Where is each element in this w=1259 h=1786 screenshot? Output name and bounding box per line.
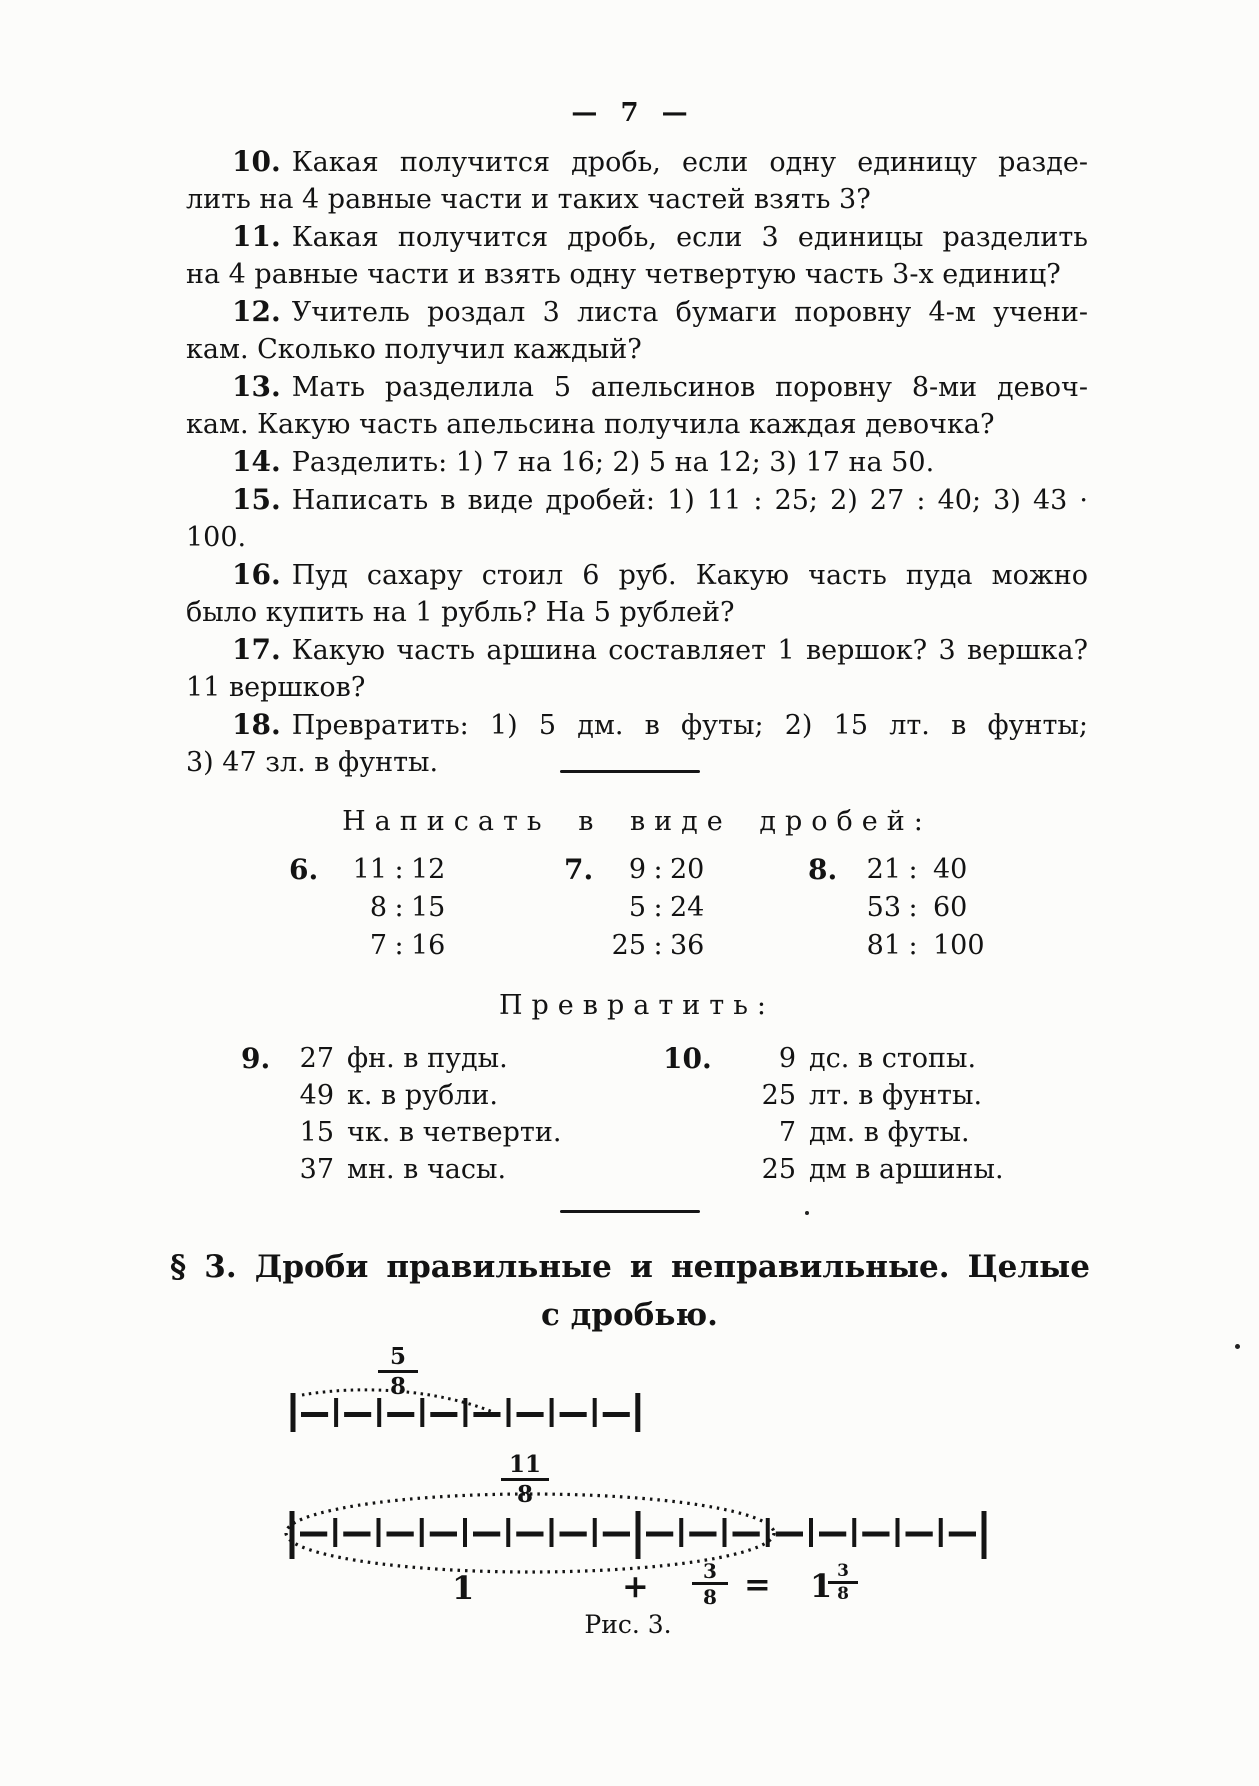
fractions-column-7 <box>564 851 728 965</box>
problem-text: Разделить: 1) 7 на 16; 2) 5 на 12; 3) 17 на 50. <box>291 447 935 478</box>
problem-text: 3) 47 зл. в фунты. <box>186 747 439 778</box>
section-divider <box>560 770 700 773</box>
equation-equals-sign: = <box>744 1565 771 1603</box>
fractions-column-6 <box>289 851 469 965</box>
problem-number: 12. <box>232 295 281 328</box>
problem-list <box>186 143 1088 781</box>
problem-number: 11. <box>232 220 281 253</box>
section-heading-line-2: с дробью. <box>541 1297 718 1333</box>
convert-column-10 <box>663 1040 1004 1188</box>
fraction-label-5-8: 5 8 <box>378 1344 418 1400</box>
problem-12 <box>186 293 1088 368</box>
equation-whole: 1 <box>452 1569 475 1607</box>
problem-text: Превратить: 1) 5 дм. в футы; 2) 15 лт. в фунты; <box>291 710 1088 741</box>
column-number: 10. <box>663 1042 712 1075</box>
problem-text: 11 вершков? <box>186 672 366 703</box>
table-row: 9 дс. в стопы. <box>778 1043 977 1074</box>
fractions-exercise-heading: Написать в виде дробей: <box>342 806 932 837</box>
column-number: 7. <box>564 853 594 886</box>
problem-17 <box>186 631 1088 706</box>
table-row: 15 чк. в четверти. <box>299 1117 562 1148</box>
problem-number: 15. <box>232 483 281 516</box>
column-number: 9. <box>241 1042 271 1075</box>
number-line-eighths <box>293 1393 638 1432</box>
problem-text: кам. Какую часть апельсина получила каждая девочка? <box>186 409 995 440</box>
table-row: 21 : 40 <box>866 854 968 885</box>
table-row: 25 лт. в фунты. <box>761 1080 983 1111</box>
table-row: 53 : 60 <box>866 892 968 923</box>
problem-text: кам. Сколько получил каждый? <box>186 334 642 365</box>
equation-result-whole: 1 <box>810 1567 833 1605</box>
problem-text: Написать в виде дробей: 1) 11 : 25; 2) 27 : 40; 3) 43 · 100. <box>186 485 1088 553</box>
column-number: 8. <box>808 853 838 886</box>
problem-16 <box>186 556 1088 631</box>
problem-number: 14. <box>232 445 281 478</box>
figure-caption: Рис. 3. <box>584 1610 672 1639</box>
problem-text: Какая получится дробь, если 3 единицы разделить <box>291 222 1088 253</box>
table-row: 49 к. в рубли. <box>299 1080 498 1111</box>
equation-plus-sign: + <box>622 1567 649 1605</box>
convert-exercise-heading: Превратить: <box>498 990 776 1021</box>
section-heading-line-1: § 3. Дроби правильные и неправильные. Целые <box>170 1249 1090 1285</box>
table-row: 25 : 36 <box>611 930 705 961</box>
convert-column-9 <box>241 1040 562 1188</box>
problem-11 <box>186 218 1088 293</box>
scan-speck <box>1235 1344 1240 1349</box>
problem-13 <box>186 368 1088 443</box>
problem-number: 13. <box>232 370 281 403</box>
table-row: 81 : 100 <box>866 930 985 961</box>
section-divider <box>560 1210 700 1213</box>
fraction-number-line-figure <box>240 1385 1040 1585</box>
problem-text: Учитель роздал 3 листа бумаги поровну 4-м учени- <box>291 297 1088 328</box>
problem-text: лить на 4 равные части и таких частей взять 3? <box>186 184 871 215</box>
table-row: 37 мн. в часы. <box>299 1154 507 1185</box>
fractions-exercise-table <box>186 851 1088 971</box>
table-row: 5 : 24 <box>628 892 705 923</box>
column-number: 6. <box>289 853 319 886</box>
table-row: 7 дм. в футы. <box>778 1117 970 1148</box>
problem-10 <box>186 143 1088 218</box>
problem-text: было купить на 1 рубль? На 5 рублей? <box>186 597 735 628</box>
table-row: 7 : 16 <box>369 930 446 961</box>
problem-text: Какую часть аршина составляет 1 вершок? 3 вершка? <box>291 635 1088 666</box>
equation-result-fraction: 3 8 <box>828 1562 858 1604</box>
problem-text: на 4 равные части и взять одну четвертую часть 3-х единиц? <box>186 259 1061 290</box>
problem-15 <box>186 481 1088 556</box>
equation-fraction-3-8: 3 8 <box>692 1560 728 1609</box>
table-row: 8 : 15 <box>369 892 446 923</box>
fraction-label-11-8: 11 8 <box>501 1452 549 1508</box>
page-number: — 7 — <box>571 98 688 128</box>
number-line-sixteen-eighths <box>292 1511 984 1559</box>
fractions-column-8 <box>808 851 991 965</box>
table-row: 9 : 20 <box>628 854 705 885</box>
problem-14 <box>186 443 1088 481</box>
scan-speck <box>805 1211 809 1215</box>
table-row: 25 дм в аршины. <box>761 1154 1004 1185</box>
problem-text: Какая получится дробь, если одну единицу разде- <box>291 147 1088 178</box>
problem-number: 16. <box>232 558 281 591</box>
problem-number: 17. <box>232 633 281 666</box>
table-row: 11 : 12 <box>352 854 446 885</box>
problem-number: 18. <box>232 708 281 741</box>
table-row: 27 фн. в пуды. <box>299 1043 508 1074</box>
problem-text: Пуд сахару стоил 6 руб. Какую часть пуда можно <box>291 560 1088 591</box>
problem-text: Мать разделила 5 апельсинов поровну 8-ми девоч- <box>291 372 1088 403</box>
problem-number: 10. <box>232 145 281 178</box>
